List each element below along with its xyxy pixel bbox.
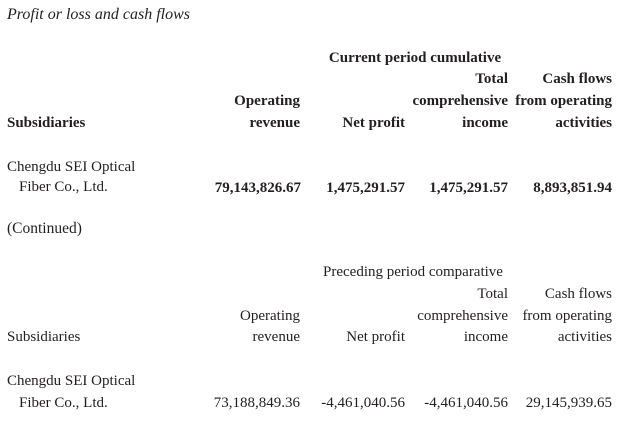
section-title: Profit or loss and cash flows bbox=[7, 6, 190, 23]
total-comprehensive-income-value: -4,461,040.56 bbox=[424, 395, 508, 411]
total-comprehensive-income-value: 1,475,291.57 bbox=[429, 180, 508, 196]
cash-flows-value: 29,145,939.65 bbox=[525, 395, 612, 411]
subsidiary-name-line1: Chengdu SEI Optical bbox=[7, 373, 136, 389]
col-header-tci-line1: Total bbox=[475, 71, 508, 87]
continued-label: (Continued) bbox=[7, 220, 82, 237]
col-header-net-profit: Net profit bbox=[342, 115, 405, 131]
operating-revenue-value: 73,188,849.36 bbox=[213, 395, 300, 411]
subsidiary-name-line2: Fiber Co., Ltd. bbox=[19, 395, 108, 411]
col-header-tci-line2: comprehensive bbox=[412, 93, 508, 109]
period-header: Preceding period comparative bbox=[323, 264, 503, 280]
col-header-subsidiaries: Subsidiaries bbox=[7, 115, 86, 131]
subsidiary-name-line1: Chengdu SEI Optical bbox=[7, 159, 136, 175]
col-header-operating-revenue-line1: Operating bbox=[234, 93, 300, 109]
operating-revenue-value: 79,143,826.67 bbox=[214, 180, 301, 196]
period-header: Current period cumulative bbox=[328, 50, 502, 66]
col-header-tci-line2: comprehensive bbox=[417, 308, 508, 324]
col-header-tci-line3: income bbox=[463, 329, 508, 345]
col-header-cash-flows-line3: activities bbox=[555, 115, 612, 131]
col-header-operating-revenue-line1: Operating bbox=[240, 308, 300, 324]
cash-flows-value: 8,893,851.94 bbox=[533, 180, 612, 196]
col-header-tci-line3: income bbox=[462, 115, 508, 131]
col-header-operating-revenue-line2: revenue bbox=[249, 115, 300, 131]
net-profit-value: -4,461,040.56 bbox=[321, 395, 405, 411]
col-header-cash-flows-line1: Cash flows bbox=[544, 286, 612, 302]
net-profit-value: 1,475,291.57 bbox=[326, 180, 405, 196]
col-header-cash-flows-line1: Cash flows bbox=[542, 71, 612, 87]
col-header-operating-revenue-line2: revenue bbox=[252, 329, 300, 345]
col-header-cash-flows-line3: activities bbox=[557, 329, 612, 345]
subsidiary-name-line2: Fiber Co., Ltd. bbox=[19, 179, 108, 195]
col-header-net-profit: Net profit bbox=[346, 329, 405, 345]
col-header-tci-line1: Total bbox=[477, 286, 508, 302]
col-header-cash-flows-line2: from operating bbox=[522, 308, 612, 324]
col-header-cash-flows-line2: from operating bbox=[515, 93, 612, 109]
col-header-subsidiaries: Subsidiaries bbox=[7, 329, 81, 345]
